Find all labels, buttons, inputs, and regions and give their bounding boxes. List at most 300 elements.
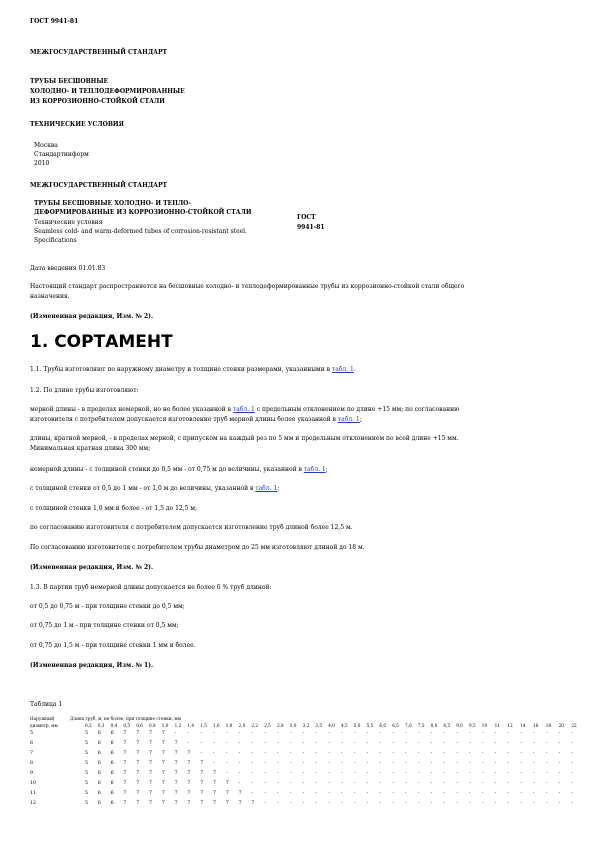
length-cell: - bbox=[481, 761, 484, 766]
table-row bbox=[30, 751, 574, 759]
length-cell: - bbox=[558, 741, 561, 746]
length-cell: - bbox=[545, 741, 548, 746]
length-cell: - bbox=[520, 741, 522, 746]
length-cell: 7 bbox=[251, 801, 255, 806]
diameter-cell: 9 bbox=[30, 771, 34, 776]
amendment-note: (Измененная редакция, Изм. № 2). bbox=[30, 313, 154, 320]
thickness-header-cell: 1,2 bbox=[174, 722, 182, 728]
length-cell: - bbox=[417, 761, 420, 766]
length-cell: - bbox=[571, 771, 574, 776]
thickness-header-cell: 11 bbox=[494, 722, 500, 728]
length-cell: - bbox=[558, 771, 561, 776]
length-cell: - bbox=[443, 751, 446, 756]
length-cell: 7 bbox=[161, 791, 165, 796]
length-cell: - bbox=[174, 731, 177, 736]
length-cell: - bbox=[289, 801, 292, 806]
length-cell: - bbox=[251, 771, 254, 776]
thickness-header-cell: 3,2 bbox=[302, 722, 310, 728]
length-cell: - bbox=[494, 791, 497, 796]
thickness-header-cell: 3,5 bbox=[315, 722, 323, 728]
length-cell: - bbox=[507, 741, 510, 746]
length-cell: - bbox=[302, 801, 305, 806]
length-cell: - bbox=[392, 781, 394, 786]
length-cell: - bbox=[302, 781, 305, 786]
length-cell: - bbox=[251, 731, 254, 736]
length-cell: 7 bbox=[123, 741, 127, 746]
length-cell: - bbox=[315, 761, 318, 766]
thickness-header-cell: 10 bbox=[481, 722, 488, 728]
length-cell: - bbox=[238, 771, 241, 776]
specification-heading: ТЕХНИЧЕСКИЕ УСЛОВИЯ bbox=[30, 121, 124, 128]
gost-number: 9941-81 bbox=[297, 224, 325, 231]
length-cell: - bbox=[264, 751, 266, 756]
length-cell: - bbox=[200, 731, 202, 736]
length-cell: - bbox=[456, 781, 458, 786]
length-cell: 7 bbox=[174, 751, 178, 756]
length-cell: - bbox=[264, 791, 266, 796]
paragraph-wall-0-5-1 bbox=[30, 484, 570, 494]
length-cell: - bbox=[494, 741, 497, 746]
length-cell: - bbox=[264, 801, 266, 806]
length-cell: - bbox=[264, 731, 266, 736]
length-cell: - bbox=[392, 771, 394, 776]
length-cell: - bbox=[571, 781, 574, 786]
length-cell: - bbox=[200, 751, 202, 756]
length-cell: - bbox=[379, 751, 382, 756]
length-cell: 6 bbox=[110, 791, 114, 796]
publisher-year: 2010 bbox=[34, 160, 50, 167]
length-cell: - bbox=[571, 801, 574, 806]
length-cell: - bbox=[494, 731, 497, 736]
length-cell: - bbox=[481, 751, 484, 756]
paragraph-multiple-length bbox=[30, 434, 570, 454]
paragraph-measured-length bbox=[30, 405, 570, 425]
thickness-header-cell: 2,2 bbox=[251, 722, 259, 728]
length-cell: - bbox=[277, 791, 279, 796]
length-cell: - bbox=[392, 731, 394, 736]
length-cell: - bbox=[469, 741, 471, 746]
diameter-cell: 12 bbox=[30, 801, 37, 806]
length-cell: - bbox=[481, 741, 484, 746]
length-cell: - bbox=[494, 761, 497, 766]
length-cell: - bbox=[533, 771, 535, 776]
p12c-tail: ; bbox=[325, 466, 328, 473]
table-1-link[interactable]: табл. 1 bbox=[255, 485, 278, 492]
length-cell: - bbox=[571, 731, 574, 736]
title-line: ХОЛОДНО- И ТЕПЛОДЕФОРМИРОВАННЫЕ bbox=[30, 88, 185, 95]
length-cell: - bbox=[315, 751, 318, 756]
length-cell: - bbox=[545, 761, 548, 766]
diameter-cell: 11 bbox=[30, 791, 37, 796]
intro-date: Дата введения 01.01.83 bbox=[30, 265, 106, 272]
paragraph-1-3-b: от 0,75 до 1 м - при толщине стенки от 0,5 мм; bbox=[30, 622, 179, 629]
length-cell: - bbox=[366, 741, 369, 746]
length-cell: - bbox=[187, 731, 190, 736]
doc-code: ГОСТ 9941-81 bbox=[30, 18, 79, 25]
length-cell: - bbox=[430, 801, 433, 806]
length-cell: 7 bbox=[187, 751, 191, 756]
length-cell: - bbox=[315, 771, 318, 776]
length-cell: 6 bbox=[110, 801, 114, 806]
thickness-header-cell: 5,0 bbox=[353, 722, 361, 728]
diameter-cell: 5 bbox=[30, 731, 34, 736]
diameter-cell: 10 bbox=[30, 781, 37, 786]
length-cell: - bbox=[533, 761, 535, 766]
length-cell: - bbox=[328, 761, 330, 766]
thickness-header-cell: 0,5 bbox=[123, 722, 131, 728]
length-cell: - bbox=[481, 781, 484, 786]
length-cell: 7 bbox=[200, 781, 204, 786]
length-cell: 7 bbox=[161, 781, 165, 786]
length-cell: - bbox=[417, 771, 420, 776]
length-cell: - bbox=[302, 741, 305, 746]
length-cell: 7 bbox=[161, 801, 165, 806]
thickness-header-cell: 0,3 bbox=[97, 722, 105, 728]
length-cell: - bbox=[558, 791, 561, 796]
length-cell: - bbox=[315, 791, 318, 796]
length-cell: - bbox=[289, 781, 292, 786]
length-cell: - bbox=[558, 781, 561, 786]
length-cell: - bbox=[264, 761, 266, 766]
thickness-header-cell: 1,6 bbox=[213, 722, 220, 728]
p12a-text-2: изготовителя с потребителем допускается изготовление труб мерной длины более указанной в bbox=[30, 416, 338, 423]
title-line: ИЗ КОРРОЗИОННО-СТОЙКОЙ СТАЛИ bbox=[30, 98, 165, 105]
length-cell: - bbox=[302, 771, 305, 776]
length-cell: 7 bbox=[225, 801, 229, 806]
length-cell: 7 bbox=[238, 791, 242, 796]
header-diameter-line: диаметр, мм bbox=[30, 722, 58, 728]
length-cell: 5 bbox=[85, 801, 89, 806]
length-cell: - bbox=[379, 801, 382, 806]
thickness-header-cell: 0,6 bbox=[136, 722, 143, 728]
length-cell: - bbox=[328, 801, 330, 806]
table-1-link[interactable]: табл. 1 bbox=[337, 416, 360, 423]
publisher-name: Стандартинформ bbox=[34, 151, 89, 158]
p11-tail: . bbox=[353, 366, 356, 373]
table-1-link[interactable]: табл. 1 bbox=[232, 406, 255, 413]
length-cell: - bbox=[430, 781, 433, 786]
scope-paragraph bbox=[30, 282, 570, 302]
length-cell: - bbox=[251, 761, 254, 766]
length-cell: - bbox=[238, 761, 241, 766]
length-cell: - bbox=[289, 771, 292, 776]
length-cell: - bbox=[443, 801, 446, 806]
length-cell: - bbox=[533, 781, 535, 786]
length-cell: 5 bbox=[85, 781, 89, 786]
length-cell: - bbox=[213, 761, 215, 766]
table-row bbox=[30, 771, 574, 779]
scope-line: назначения. bbox=[30, 293, 70, 300]
table-row bbox=[30, 801, 574, 809]
length-cell: - bbox=[417, 791, 420, 796]
thickness-header-cell: 0,8 bbox=[149, 722, 156, 728]
length-cell: 5 bbox=[85, 771, 89, 776]
thickness-header-cell: 0,2 bbox=[85, 722, 92, 728]
length-cell: - bbox=[405, 771, 407, 776]
length-cell: - bbox=[558, 731, 561, 736]
length-cell: 7 bbox=[149, 771, 153, 776]
length-cell: 5 bbox=[85, 731, 89, 736]
interstate-standard-heading-2: МЕЖГОСУДАРСТВЕННЫЙ СТАНДАРТ bbox=[30, 182, 168, 189]
length-cell: - bbox=[353, 731, 356, 736]
thickness-header-cell: 6,5 bbox=[392, 722, 399, 728]
length-cell: - bbox=[277, 781, 279, 786]
length-cell: - bbox=[405, 731, 407, 736]
paragraph-over-12-5: по согласованию изготовителя с потребителем допускается изготовление труб длиной более 12,5 м. bbox=[30, 524, 353, 531]
length-cell: - bbox=[302, 751, 305, 756]
length-cell: - bbox=[302, 761, 305, 766]
length-cell: - bbox=[443, 761, 446, 766]
length-cell: - bbox=[456, 791, 458, 796]
length-cell: - bbox=[366, 781, 369, 786]
length-cell: - bbox=[392, 741, 394, 746]
length-cell: - bbox=[494, 801, 497, 806]
length-cell: - bbox=[392, 751, 394, 756]
length-cell: - bbox=[379, 771, 382, 776]
length-cell: 7 bbox=[136, 801, 140, 806]
length-cell: 7 bbox=[213, 781, 217, 786]
length-cell: - bbox=[456, 761, 458, 766]
length-cell: - bbox=[494, 771, 497, 776]
table-caption: Таблица 1 bbox=[30, 701, 63, 708]
length-cell: - bbox=[392, 801, 394, 806]
length-cell: - bbox=[187, 741, 190, 746]
thickness-header-cell: 18 bbox=[545, 722, 552, 728]
length-cell: 7 bbox=[200, 791, 204, 796]
length-cell: 7 bbox=[161, 761, 165, 766]
thickness-header-cell: 4,5 bbox=[341, 722, 348, 728]
paragraph-1-3-c: от 0,75 до 1,5 м - при толщине стенки 1 мм и более. bbox=[30, 642, 196, 649]
length-cell: 7 bbox=[136, 731, 140, 736]
title2-russian-sub: Технические условия bbox=[34, 219, 103, 226]
length-cell: - bbox=[443, 771, 446, 776]
length-cell: 5 bbox=[85, 741, 89, 746]
length-cell: - bbox=[225, 761, 228, 766]
length-cell: 7 bbox=[136, 751, 140, 756]
length-cell: 7 bbox=[213, 791, 217, 796]
length-cell: 7 bbox=[123, 751, 127, 756]
length-cell: - bbox=[328, 751, 330, 756]
length-cell: 7 bbox=[225, 781, 229, 786]
thickness-header-cell: 2,5 bbox=[264, 722, 271, 728]
length-cell: - bbox=[545, 781, 548, 786]
length-cell: - bbox=[481, 801, 484, 806]
length-cell: - bbox=[481, 791, 484, 796]
length-cell: - bbox=[289, 731, 292, 736]
length-cell: - bbox=[469, 731, 471, 736]
length-cell: - bbox=[353, 751, 356, 756]
length-cell: 7 bbox=[149, 791, 153, 796]
length-cell: - bbox=[277, 801, 279, 806]
length-cell: - bbox=[289, 791, 292, 796]
length-cell: 7 bbox=[161, 731, 165, 736]
length-cell: - bbox=[469, 801, 471, 806]
length-cell: 7 bbox=[174, 771, 178, 776]
length-cell: 7 bbox=[225, 791, 229, 796]
length-cell: - bbox=[251, 751, 254, 756]
table-1-link[interactable]: табл. 1 bbox=[331, 366, 354, 373]
length-cell: - bbox=[520, 771, 522, 776]
length-cell: - bbox=[315, 781, 318, 786]
length-cell: - bbox=[507, 731, 510, 736]
table-row bbox=[30, 741, 574, 749]
length-cell: - bbox=[443, 781, 446, 786]
length-cell: - bbox=[213, 751, 215, 756]
thickness-header-cell: 7,0 bbox=[405, 722, 412, 728]
length-cell: 7 bbox=[123, 731, 127, 736]
length-cell: 7 bbox=[149, 761, 153, 766]
length-cell: - bbox=[405, 801, 407, 806]
length-cell: 6 bbox=[110, 751, 114, 756]
length-cell: - bbox=[520, 781, 522, 786]
length-cell: 7 bbox=[149, 731, 153, 736]
length-cell: - bbox=[545, 771, 548, 776]
paragraph-1-3: 1.3. В партии труб немерной длины допускается не более 6 % труб длиной: bbox=[30, 584, 272, 591]
length-cell: - bbox=[277, 771, 279, 776]
length-cell: - bbox=[328, 741, 330, 746]
length-cell: - bbox=[456, 731, 458, 736]
length-cell: 6 bbox=[110, 731, 114, 736]
length-cell: - bbox=[520, 751, 522, 756]
length-cell: 7 bbox=[136, 761, 140, 766]
thickness-header-cell: 22 bbox=[571, 722, 577, 728]
scope-line: Настоящий стандарт распространяется на бесшовные холодно- и теплодеформированные трубы из коррозионно-стойкой стали общего bbox=[30, 283, 465, 290]
thickness-header-cell: 14 bbox=[520, 722, 526, 728]
thickness-header-cell: 6,0 bbox=[379, 722, 387, 728]
length-cell: 7 bbox=[136, 771, 140, 776]
length-cell: - bbox=[225, 771, 228, 776]
length-cell: - bbox=[238, 741, 241, 746]
length-cell: - bbox=[264, 741, 266, 746]
length-cell: - bbox=[328, 771, 330, 776]
thickness-header-row bbox=[70, 722, 577, 729]
length-cell: - bbox=[430, 751, 433, 756]
p12a-text-cont: с предельным отклонением по длине +15 мм; по согласованию bbox=[254, 406, 460, 413]
table-1-link[interactable]: табл. 1 bbox=[303, 466, 326, 473]
length-cell: 6 bbox=[97, 791, 101, 796]
length-cell: - bbox=[494, 781, 497, 786]
length-cell: - bbox=[417, 741, 420, 746]
length-cell: 7 bbox=[149, 741, 153, 746]
p12c-text: немерной длины - с толщиной стенки до 0,5 мм - от 0,75 м до величины, указанной в bbox=[30, 466, 304, 473]
thickness-header-cell: 4,0 bbox=[328, 722, 335, 728]
p12d-text: с толщиной стенки от 0,5 до 1 мм - от 1,0 м до величины, указанной в bbox=[30, 485, 256, 492]
length-cell: - bbox=[302, 791, 305, 796]
length-cell: 7 bbox=[136, 781, 140, 786]
length-cell: - bbox=[405, 791, 407, 796]
length-cell: - bbox=[456, 751, 458, 756]
length-cell: - bbox=[507, 781, 510, 786]
length-cell: - bbox=[443, 791, 446, 796]
length-cell: - bbox=[417, 751, 420, 756]
length-cell: - bbox=[469, 791, 471, 796]
length-cell: - bbox=[520, 731, 522, 736]
thickness-header-cell: 12 bbox=[507, 722, 513, 728]
length-cell: - bbox=[315, 801, 318, 806]
length-cell: - bbox=[225, 751, 228, 756]
length-cell: 7 bbox=[174, 761, 178, 766]
section-title: 1. СОРТАМЕНТ bbox=[30, 332, 173, 352]
thickness-header-cell: 1,5 bbox=[200, 722, 207, 728]
length-cell: - bbox=[507, 791, 510, 796]
length-cell: - bbox=[353, 761, 356, 766]
length-cell: - bbox=[456, 801, 458, 806]
length-cell: 7 bbox=[174, 781, 178, 786]
table-row bbox=[30, 761, 574, 769]
length-cell: - bbox=[533, 741, 535, 746]
length-cell: - bbox=[379, 741, 382, 746]
length-cell: - bbox=[558, 761, 561, 766]
length-cell: - bbox=[353, 781, 356, 786]
thickness-header-cell: 2,8 bbox=[277, 722, 284, 728]
header-diameter-line: Наружный bbox=[30, 716, 55, 721]
length-cell: - bbox=[341, 741, 343, 746]
amendment-note-2: (Измененная редакция, Изм. № 2). bbox=[30, 564, 154, 571]
diameter-cell: 6 bbox=[30, 741, 34, 746]
length-cell: 7 bbox=[213, 801, 217, 806]
length-cell: - bbox=[289, 741, 292, 746]
title-line: ТРУБЫ БЕСШОВНЫЕ bbox=[30, 78, 109, 85]
length-cell: - bbox=[469, 781, 471, 786]
length-cell: 7 bbox=[161, 771, 165, 776]
length-cell: 6 bbox=[97, 741, 101, 746]
length-cell: - bbox=[533, 801, 535, 806]
length-cell: - bbox=[366, 791, 369, 796]
length-cell: 7 bbox=[187, 771, 191, 776]
length-cell: - bbox=[481, 731, 484, 736]
table-row bbox=[30, 781, 574, 789]
length-cell: - bbox=[341, 761, 343, 766]
thickness-header-cell: 1,0 bbox=[161, 722, 169, 728]
length-cell: - bbox=[341, 781, 343, 786]
length-cell: - bbox=[456, 771, 458, 776]
length-cell: - bbox=[238, 781, 241, 786]
table-row bbox=[30, 731, 574, 739]
length-cell: - bbox=[315, 731, 318, 736]
length-cell: 7 bbox=[149, 751, 153, 756]
length-cell: 7 bbox=[136, 791, 140, 796]
length-cell: - bbox=[353, 791, 356, 796]
length-cell: 7 bbox=[200, 801, 204, 806]
length-cell: - bbox=[200, 741, 202, 746]
length-cell: 6 bbox=[110, 761, 114, 766]
length-cell: - bbox=[481, 771, 484, 776]
length-cell: 7 bbox=[213, 771, 217, 776]
thickness-header-cell: 9,0 bbox=[456, 722, 463, 728]
length-cell: - bbox=[430, 791, 433, 796]
length-cell: 7 bbox=[123, 801, 127, 806]
length-cell: - bbox=[328, 731, 330, 736]
length-cell: 6 bbox=[110, 741, 114, 746]
length-cell: - bbox=[277, 761, 279, 766]
length-cell: 7 bbox=[238, 801, 242, 806]
thickness-header-cell: 20 bbox=[558, 722, 564, 728]
length-cell: - bbox=[328, 781, 330, 786]
length-cell: 7 bbox=[136, 741, 140, 746]
length-cell: 7 bbox=[174, 801, 178, 806]
length-cell: - bbox=[507, 801, 510, 806]
length-cell: - bbox=[430, 771, 433, 776]
table-row bbox=[30, 791, 574, 799]
p11-text: 1.1. Трубы изготовляют по наружному диаметру и толщине стенки размерами, указанными в bbox=[30, 366, 332, 373]
length-cell: 6 bbox=[97, 751, 101, 756]
p12d-tail: ; bbox=[277, 485, 280, 492]
diameter-cell: 7 bbox=[30, 751, 34, 756]
length-cell: - bbox=[520, 761, 522, 766]
length-cell: - bbox=[251, 741, 254, 746]
length-cell: - bbox=[494, 751, 497, 756]
length-cell: - bbox=[366, 751, 369, 756]
